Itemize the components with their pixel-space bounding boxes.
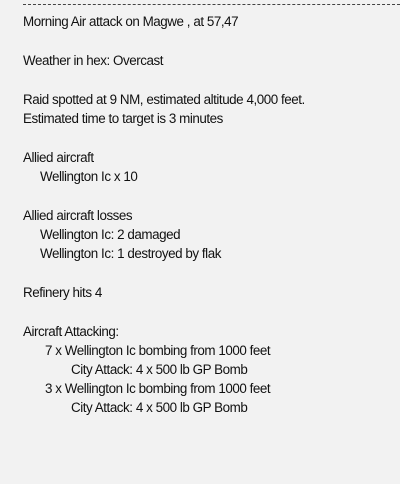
spacer <box>23 302 400 322</box>
allied-losses-title: Allied aircraft losses <box>23 208 133 223</box>
attacking-group-line: 3 x Wellington Ic bombing from 1000 feet <box>45 381 271 396</box>
attacking-group-detail: City Attack: 4 x 500 lb GP Bomb <box>71 400 248 415</box>
spacer <box>23 186 400 206</box>
spacer <box>23 70 400 90</box>
top-dashed-divider <box>23 4 400 5</box>
allied-loss-item: Wellington Ic: 1 destroyed by flak <box>40 246 221 261</box>
attacking-group-line: 7 x Wellington Ic bombing from 1000 feet <box>45 343 271 358</box>
spacer <box>23 263 400 283</box>
attack-header: Morning Air attack on Magwe , at 57,47 <box>23 14 239 29</box>
aircraft-attacking-title: Aircraft Attacking: <box>23 324 119 339</box>
weather-line: Weather in hex: Overcast <box>23 53 164 68</box>
attacking-group-detail: City Attack: 4 x 500 lb GP Bomb <box>71 362 248 377</box>
refinery-hits-line: Refinery hits 4 <box>23 285 102 300</box>
spacer <box>23 31 400 51</box>
allied-aircraft-title: Allied aircraft <box>23 150 94 165</box>
spacer <box>23 128 400 148</box>
allied-loss-item: Wellington Ic: 2 damaged <box>40 227 181 242</box>
raid-spotted-line: Raid spotted at 9 NM, estimated altitude 4,000 feet. <box>23 92 305 107</box>
time-to-target-line: Estimated time to target is 3 minutes <box>23 111 223 126</box>
allied-aircraft-item: Wellington Ic x 10 <box>40 169 138 184</box>
